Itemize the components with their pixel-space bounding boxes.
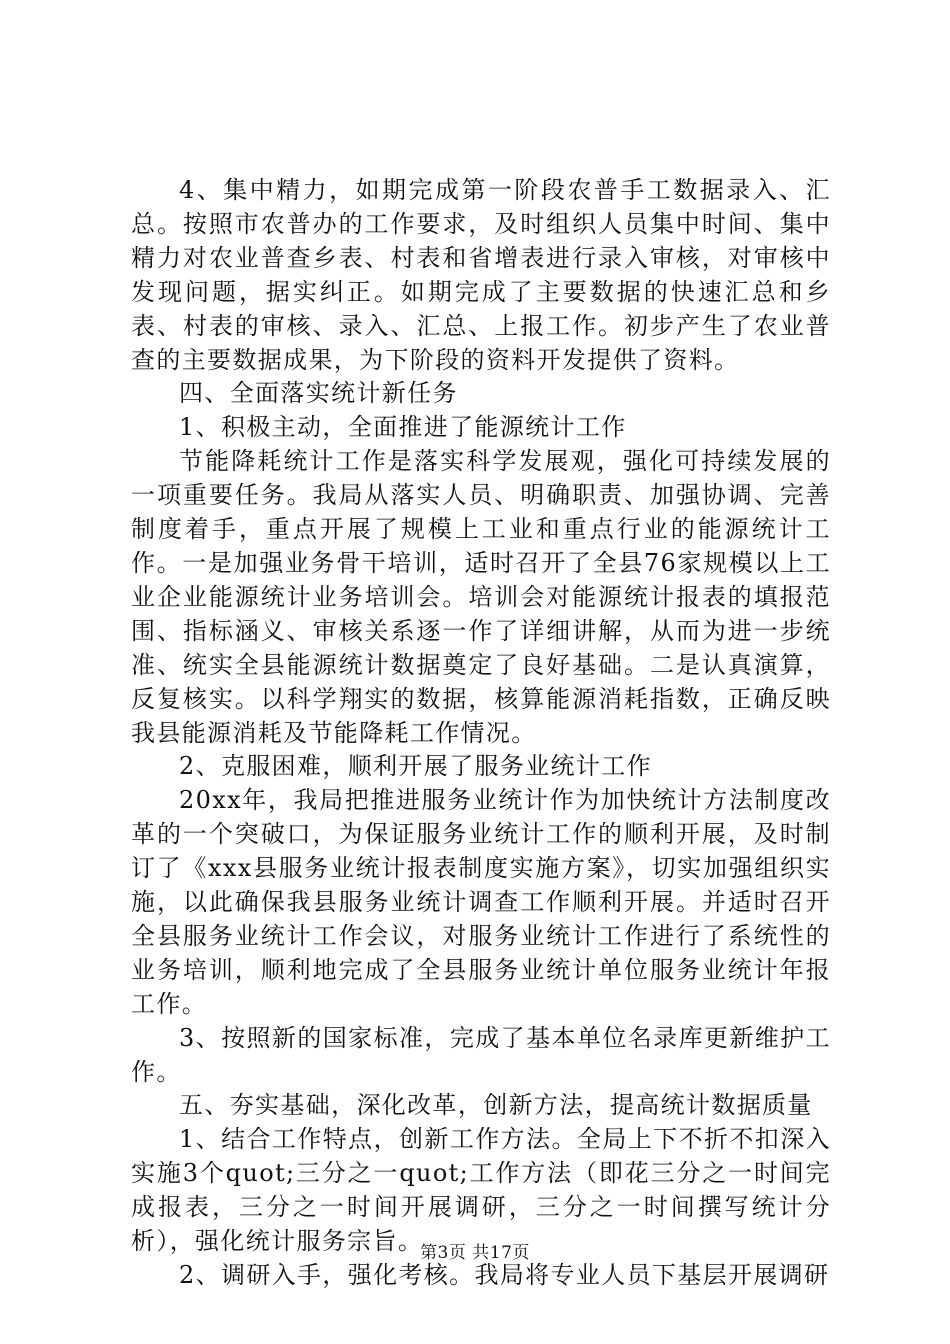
page-number-footer: 第3页 共17页 [420,1243,530,1263]
paragraph-agri-census-data-entry: 4、集中精力，如期完成第一阶段农普手工数据录入、汇总。按照市农普办的工作要求，及时组织人员集中时间、集中精力对农业普查乡表、村表和省增表进行录入审核，对审核中发现问题，据实纠正。如期完成了主要数据的快速汇总和乡表、村表的审核、录入、汇总、上报工作。初步产生了农业普查的主要数据成果，为下阶段的资料开发提供了资料。 [131,176,831,374]
section-heading-data-quality: 五、夯实基础，深化改革，创新方法，提高统计数据质量 [179,1091,813,1120]
subheading-service-statistics: 2、克服困难，顺利开展了服务业统计工作 [179,752,652,781]
paragraph-work-methods: 1、结合工作特点，创新工作方法。全局上下不折不扣深入实施3个quot;三分之一quot;工作方法（即花三分之一时间完成报表，三分之一时间开展调研，三分之一时间撰写统计分析），强化统计服务宗旨。 [131,1125,831,1256]
subheading-energy-statistics: 1、积极主动，全面推进了能源统计工作 [179,413,627,442]
paragraph-research-assessment: 2、调研入手，强化考核。我局将专业人员下基层开展调研 [179,1261,830,1289]
paragraph-service-statistics: 20xx年，我局把推进服务业统计作为加快统计方法制度改革的一个突破口，为保证服务业统计工作的顺利开展，及时制订了《xxx县服务业统计报表制度实施方案》，切实加强组织实施，以此确保我县服务业统计调查工作顺利开展。并适时召开全县服务业统计工作会议，对服务业统计工作进行了系统性的业务培训，顺利地完成了全县服务业统计单位服务业统计年报工作。 [131,786,831,1018]
paragraph-unit-directory-update: 3、按照新的国家标准，完成了基本单位名录库更新维护工作。 [131,1023,831,1086]
section-heading-new-tasks: 四、全面落实统计新任务 [179,379,458,408]
document-body [131,174,831,1293]
paragraph-energy-statistics: 节能降耗统计工作是落实科学发展观，强化可持续发展的一项重要任务。我局从落实人员、明确职责、加强协调、完善制度着手，重点开展了规模上工业和重点行业的能源统计工作。一是加强业务骨干培训，适时召开了全县76家规模以上工业企业能源统计业务培训会。培训会对能源统计报表的填报范围、指标涵义、审核关系逐一作了详细讲解，从而为进一步统准、统实全县能源统计数据奠定了良好基础。二是认真演算，反复核实。以科学翔实的数据，核算能源消耗指数，正确反映我县能源消耗及节能降耗工作情况。 [131,447,831,747]
